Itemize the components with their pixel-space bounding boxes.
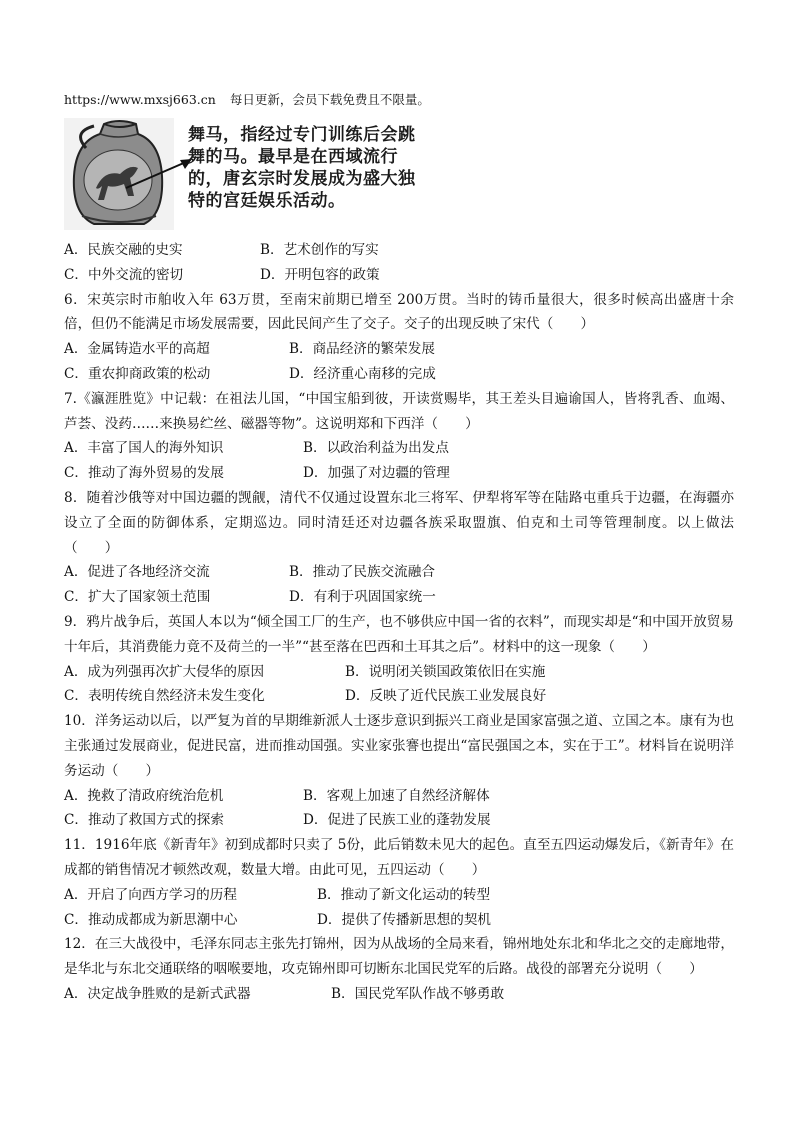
question-list (64, 288, 734, 1007)
option-left[interactable]: C．重农抑商政策的松动 (64, 365, 211, 382)
option-right[interactable]: B．推动了民族交流融合 (289, 564, 435, 581)
question-item (64, 486, 734, 610)
option-left[interactable]: A．丰富了国人的海外知识 (64, 440, 224, 457)
option-right[interactable]: D．开明包容的政策 (260, 266, 380, 283)
option-row (64, 684, 734, 709)
option-left[interactable]: A．促进了各地经济交流 (64, 564, 210, 581)
option-row (64, 660, 734, 685)
option-left[interactable]: A．金属铸造水平的高超 (64, 341, 210, 358)
option-left[interactable]: C．推动了海外贸易的发展 (64, 465, 224, 482)
page-header (64, 90, 430, 108)
option-row (64, 461, 734, 486)
question-item (64, 833, 734, 932)
option-row (64, 883, 734, 908)
questions-section (64, 238, 734, 1007)
option-left[interactable]: C．扩大了国家领土范围 (64, 589, 211, 606)
figure-caption: 舞马，指经过专门训练后会跳舞的马。最早是在西域流行的，唐玄宗时发展成为盛大独特的宫廷娱乐活动。 (188, 125, 416, 211)
option-right[interactable]: B．商品经济的繁荣发展 (289, 341, 435, 358)
option-row (64, 808, 734, 833)
dancing-horse-figure (64, 118, 414, 230)
option-left[interactable]: C．表明传统自然经济未发生变化 (64, 688, 265, 705)
question-item (64, 610, 734, 709)
option-right[interactable]: D．有利于巩固国家统一 (289, 589, 436, 606)
option-row (64, 436, 734, 461)
option-left[interactable]: A．开启了向西方学习的历程 (64, 886, 237, 903)
question-stem: 11．1916年底《新青年》初到成都时只卖了 5份，此后销数未见大的起色。直至五四运动爆发后，《新青年》在成都的销售情况才顿然改观，数量大增。由此可见，五四运动（ ） (64, 837, 734, 878)
option-right[interactable]: B．国民党军队作战不够勇敢 (331, 985, 505, 1002)
option-left[interactable]: C．中外交流的密切 (64, 266, 184, 283)
option-row (64, 784, 734, 809)
question-stem: 7.《瀛涯胜览》中记载：在祖法儿国，“中国宝船到彼，开读赏赐毕，其王差头目遍谕国人，皆将乳香、血竭、芦荟、没药……来换易纻丝、磁器等物”。这说明郑和下西洋（ ） (64, 390, 734, 432)
option-right[interactable]: D．加强了对边疆的管理 (303, 465, 450, 482)
option-row (64, 560, 734, 585)
option-left[interactable]: A．决定战争胜败的是新式武器 (64, 985, 251, 1002)
question-stem: 9．鸦片战争后，英国人本以为“倾全国工厂的生产，也不够供应中国一省的衣料”，而现实却是“和中国开放贸易十年后，其消费能力竟不及荷兰的一半”“甚至落在巴西和土耳其之后”。材料中的这一现象（ ） (64, 613, 734, 655)
option-left[interactable]: C．推动成都成为新思潮中心 (64, 911, 238, 928)
question-stem: 12．在三大战役中，毛泽东同志主张先打锦州，因为从战场的全局来看，锦州地处东北和华北之交的走廊地带，是华北与东北交通联络的咽喉要地，攻克锦州即可切断东北国民党军的后路。战役的部署充分说明（ ） (64, 936, 734, 978)
header-url[interactable]: https://www.mxsj663.cn (64, 92, 216, 107)
option-row (64, 337, 734, 362)
option-right[interactable]: B．说明闭关锁国政策依旧在实施 (345, 663, 546, 680)
question-stem: 8．随着沙俄等对中国边疆的觊觎，清代不仅通过设置东北三将军、伊犁将军等在陆路屯重兵于边疆，在海疆亦设立了全面的防御体系，定期巡边。同时清廷还对边疆各族采取盟旗、伯克和土司等管理制度。以上做法（ ） (64, 489, 734, 556)
question-item (64, 288, 734, 387)
option-right[interactable]: D．促进了民族工业的蓬勃发展 (303, 812, 491, 829)
question-5-options (64, 238, 734, 288)
option-left[interactable]: A．挽救了清政府统治危机 (64, 787, 224, 804)
arrow-icon (124, 154, 194, 194)
option-right[interactable]: D．反映了近代民族工业发展良好 (345, 688, 547, 705)
question-stem: 6．宋英宗时市舶收入年 63万贯，至南宋前期已增至 200万贯。当时的铸币量很大，很多时候高出盛唐十余倍，但仍不能满足市场发展需要，因此民间产生了交子。交子的出现反映了宋代（ ） (64, 291, 734, 333)
option-right[interactable]: B．推动了新文化运动的转型 (317, 886, 491, 903)
question-item (64, 709, 734, 833)
option-row (64, 982, 734, 1007)
option-row (64, 263, 734, 288)
option-row (64, 585, 734, 610)
option-row (64, 362, 734, 387)
option-row (64, 238, 734, 263)
question-item (64, 932, 734, 1006)
header-notice: 每日更新，会员下载免费且不限量。 (229, 92, 430, 107)
option-right[interactable]: D．经济重心南移的完成 (289, 365, 436, 382)
option-right[interactable]: D．提供了传播新思想的契机 (317, 911, 492, 928)
option-left[interactable]: A．民族交融的史实 (64, 242, 183, 258)
option-row (64, 908, 734, 933)
option-right[interactable]: B．以政治利益为出发点 (303, 440, 449, 457)
option-right[interactable]: B．客观上加速了自然经济解体 (303, 787, 490, 804)
question-stem: 10．洋务运动以后，以严复为首的早期维新派人士逐步意识到振兴工商业是国家富强之道、立国之本。康有为也主张通过发展商业，促进民富，进而推动国强。实业家张謇也提出“富民强国之本，实在于工”。材料旨在说明洋务运动（ ） (64, 713, 734, 779)
option-left[interactable]: C．推动了救国方式的探索 (64, 812, 224, 829)
question-item (64, 387, 734, 486)
option-left[interactable]: A．成为列强再次扩大侵华的原因 (64, 663, 265, 680)
option-right[interactable]: B．艺术创作的写实 (260, 242, 379, 258)
